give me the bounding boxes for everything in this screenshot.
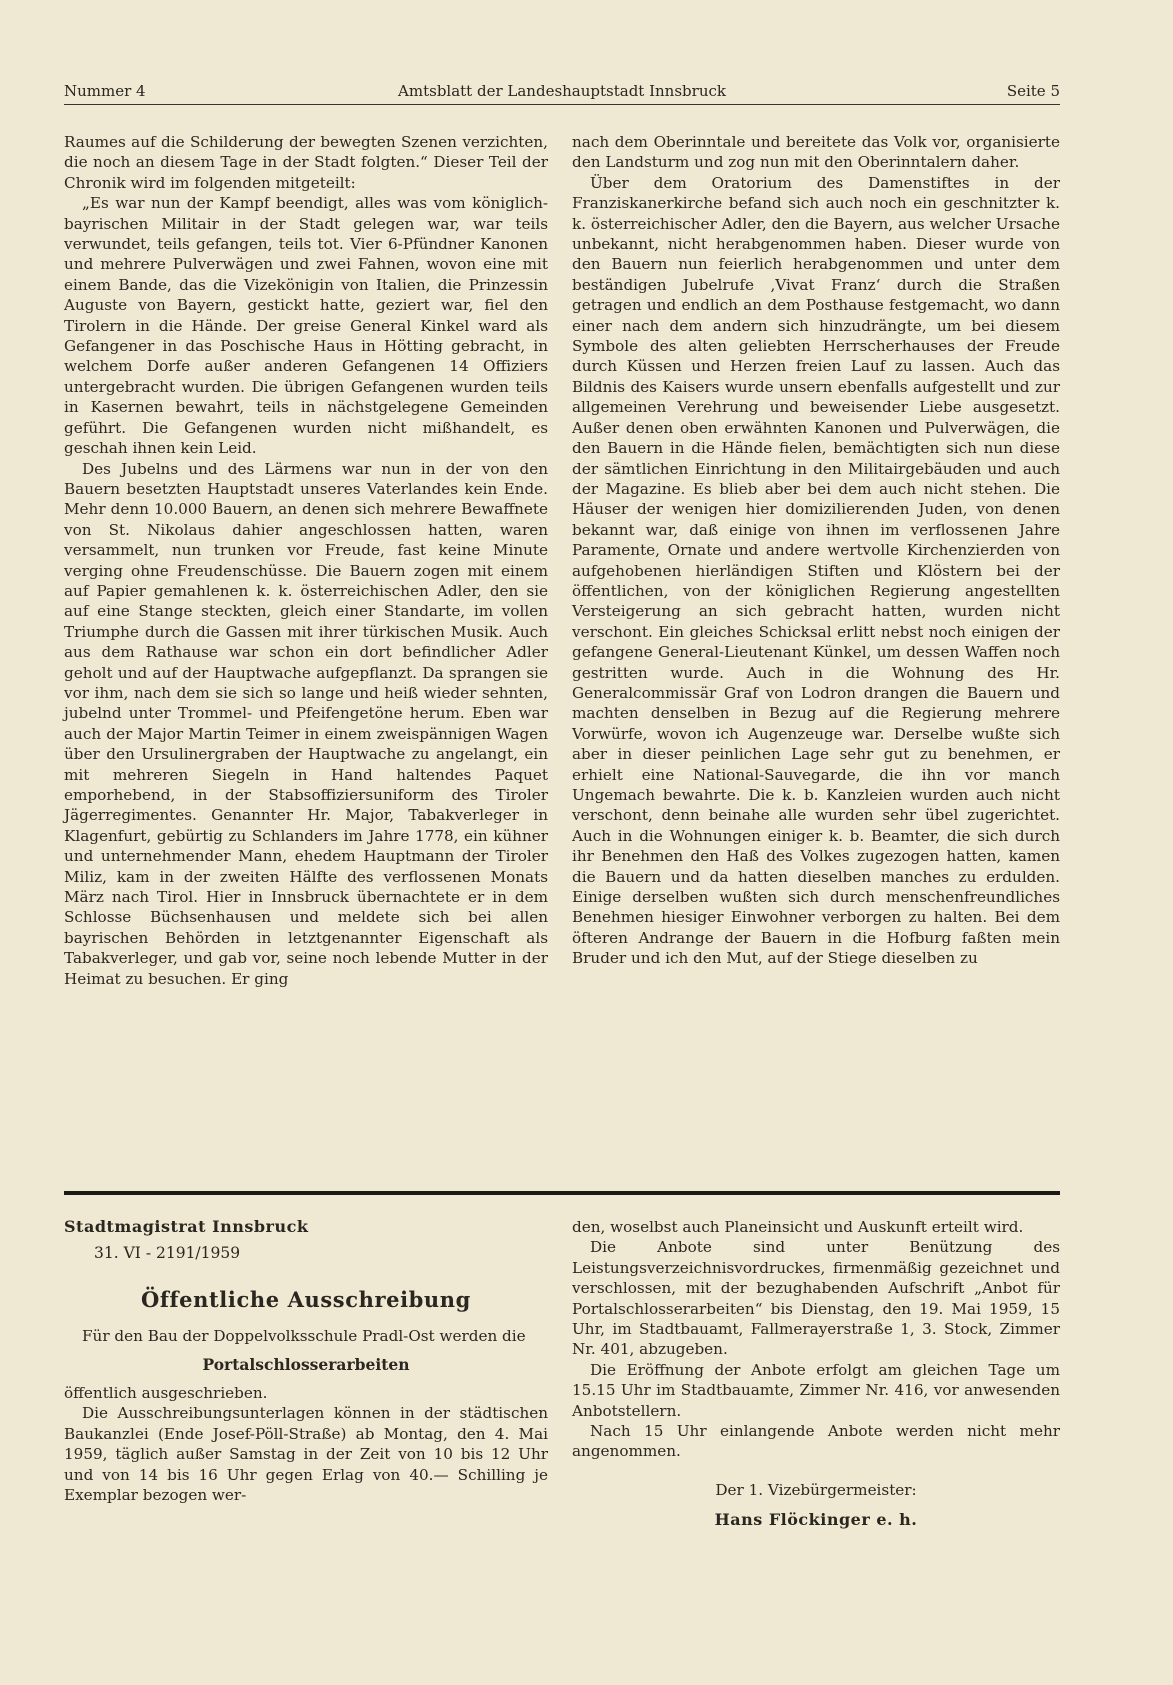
notice-title: Öffentliche Ausschreibung xyxy=(141,1286,471,1312)
article-column-right xyxy=(572,132,1060,969)
article-paragraph: „Es war nun der Kampf beendigt, alles was vom königlich-bayrischen Militair in der Stadt gelegen war, war teils verwundet, teils gefangen, teils tot. Vier 6-Pfündner Kanonen und mehrere Pulverwägen und zwei Fahnen, wovon eine mit einem Bande, das die Vizekönigin von Italien, die Prinzessin Auguste von Bayern, gestickt hatte, geziert war, fiel den Tirolern in die Hände. Der greise General Kinkel ward als Gefangener in das Poschische Haus in Hötting gebracht, in welchem Dorfe außer anderen Gefangenen 14 Offiziers untergebracht wurden. Die übrigen Gefangenen wurden teils in Kasernen bewahrt, teils in nächstgelegene Gemeinden geführt. Die Gefangenen wurden nicht mißhandelt, es geschah ihnen kein Leid. xyxy=(64,194,548,458)
publication-title: Amtsblatt der Landeshauptstadt Innsbruck xyxy=(398,82,726,100)
article-paragraph: nach dem Oberinntale und bereitete das Volk vor, organisierte den Landsturm und zog nun mit den Oberinntalern daher. xyxy=(572,133,1060,172)
notice-subject: Portalschlosserarbeiten xyxy=(202,1354,410,1374)
notice-announced: öffentlich ausgeschrieben. xyxy=(64,1384,268,1403)
notice-late: Nach 15 Uhr einlangende Anbote werden nicht mehr angenommen. xyxy=(572,1422,1060,1461)
notice-opening: Die Eröffnung der Anbote erfolgt am gleichen Tage um 15.15 Uhr im Stadtbauamte, Zimmer Nr. 416, vor anwesenden Anbotstellern. xyxy=(572,1360,1060,1420)
article-column-left xyxy=(64,132,548,989)
notice-documents: Die Ausschreibungsunterlagen können in der städtischen Baukanzlei (Ende Josef-Pöll-Straße) ab Montag, den 4. Mai 1959, täglich außer Samstag in der Zeit von 10 bis 12 Uhr und von 14 bis 16 Uhr gegen Erlag von 40.— Schilling je Exemplar bezogen wer- xyxy=(64,1404,548,1505)
office-name: Stadtmagistrat Innsbruck xyxy=(64,1217,309,1236)
signatory-role: Der 1. Vizebürgermeister: xyxy=(715,1480,917,1499)
article-paragraph: Raumes auf die Schilderung der bewegten Szenen verzichten, die noch an diesem Tage in der Stadt folgten.“ Dieser Teil der Chronik wird im folgenden mitgeteilt: xyxy=(64,133,548,192)
reference-number: 31. VI - 2191/1959 xyxy=(94,1244,241,1263)
article-paragraph: Des Jubelns und des Lärmens war nun in der von den Bauern besetzten Hauptstadt unseres Vaterlandes kein Ende. Mehr denn 10.000 Bauern, an denen sich mehrere Bewaffnete von St. Nikolaus dahier angeschlossen hatten, waren versammelt, nun trunken vor Freude, fast keine Minute verging ohne Freudenschüsse. Die Bauern zogen mit einem auf Papier gemahlenen k. k. österreichischen Adler, den sie auf eine Stange steckten, gleich einer Standarte, im vollen Triumphe durch die Gassen mit ihrer türkischen Musik. Auch aus dem Rathause war schon ein dort befindlicher Adler geholt und auf der Hauptwache aufgepflanzt. Da sprangen sie vor ihm, nach dem sie sich so lange und heiß wieder sehnten, jubelnd unter Trommel- und Pfeifengetöne herum. Eben war auch der Major Martin Teimer in einem zweispännigen Wagen über den Ursulinergraben der Hauptwache zu angelangt, ein mit mehreren Siegeln in Hand haltendes Paquet emporhebend, in der Stabsoffiziersuniform des Tiroler Jägerregimentes. Genannter Hr. Major, Tabakverleger in Klagenfurt, gebürtig zu Schlanders im Jahre 1778, ein kühner und unternehmender Mann, ehedem Hauptmann der Tiroler Miliz, kam in der zweiten Hälfte des verflossenen Monats März nach Tirol. Hier in Innsbruck übernachtete er in dem Schlosse Büchsenhausen und meldete sich bei allen bayrischen Behörden in letztgenannter Eigenschaft als Tabakverleger, und gab vor, seine noch lebende Mutter in der Heimat zu besuchen. Er ging xyxy=(64,459,548,988)
notice-documents-cont: den, woselbst auch Planeinsicht und Auskunft erteilt wird. xyxy=(572,1218,1024,1236)
issue-number: Nummer 4 xyxy=(64,82,146,100)
notice-column-left xyxy=(64,1217,548,1505)
article-paragraph: Über dem Oratorium des Damenstiftes in der Franziskanerkirche befand sich auch noch ein geschnitzter k. k. österreichischer Adler, den die Bayern, aus welcher Ursache unbekannt, nicht herabgenommen haben. Dieser wurde von den Bauern nun feierlich herabgenommen und unter dem beständigen Jubelrufe ‚Vivat Franz‘ durch die Straßen getragen und endlich an dem Posthause festgemacht, wo dann einer nach dem andern sich hinzudrängte, um bei diesem Symbole des alten geliebten Herrscherhauses der Freude durch Küssen und Herzen freien Lauf zu lassen. Auch das Bildnis des Kaisers wurde unsern ebenfalls aufgestellt und zur allgemeinen Verehrung und beweisender Liebe ausgesetzt. Außer denen oben erwähnten Kanonen und Pulverwägen, die den Bauern in die Hände fielen, bemächtigten sich nun diese der sämtlichen Einrichtung in den Militairgebäuden und auch der Magazine. Es blieb aber bei dem auch nicht stehen. Die Häuser der wenigen hier domizilierenden Juden, von denen bekannt war, daß einige von ihnen im verflossenen Jahre Paramente, Ornate und andere wertvolle Kirchenzierden von aufgehobenen hierländigen Stiften und Klöstern bei der öffentlichen, von der königlichen Regierung angestellten Versteigerung an sich gebracht hatten, wurden nicht verschont. Ein gleiches Schicksal erlitt nebst noch einigen der gefangene General-Lieutenant Künkel, um dessen Waffen noch gestritten wurde. Auch in die Wohnung des Hr. Generalcommissär Graf von Lodron drangen die Bauern und machten denselben in Bezug auf die Regierung mehrere Vorwürfe, wovon ich Augenzeuge war. Derselbe wußte sich aber in dieser peinlichen Lage sehr gut zu benehmen, er erhielt eine National-Sauvegarde, die ihn vor manch Ungemach bewahrte. Die k. b. Kanzleien wurden auch nicht verschont, denn beinahe alle wurden sehr übel zugerichtet. Auch in die Wohnungen einiger k. b. Beamter, die sich durch ihr Benehmen den Haß des Volkes zugezogen hatten, kamen die Bauern und da hatten dieselben manches zu erdulden. Einige derselben wußten sich durch menschenfreundliches Benehmen hiesiger Einwohner verborgen zu halten. Bei dem öfteren Andrange der Bauern in die Hofburg faßten mein Bruder und ich den Mut, auf der Stiege dieselben zu xyxy=(572,173,1060,968)
page-number: Seite 5 xyxy=(1006,82,1060,100)
signatory-name: Hans Flöckinger e. h. xyxy=(714,1510,918,1530)
notice-submission: Die Anbote sind unter Benützung des Leistungsverzeichnisvordruckes, firmenmäßig gezeichnet und verschlossen, mit der bezughabenden Aufschrift „Anbot für Portalschlosserarbeiten“ bis Dienstag, den 19. Mai 1959, 15 Uhr, im Stadtbauamt, Fallmerayerstraße 1, 3. Stock, Zimmer Nr. 401, abzugeben. xyxy=(572,1238,1060,1359)
section-divider xyxy=(64,1191,1060,1195)
page-header xyxy=(64,80,1060,105)
notice-column-right xyxy=(572,1217,1060,1531)
notice-intro: Für den Bau der Doppelvolksschule Pradl-Ost werden die xyxy=(82,1327,526,1346)
